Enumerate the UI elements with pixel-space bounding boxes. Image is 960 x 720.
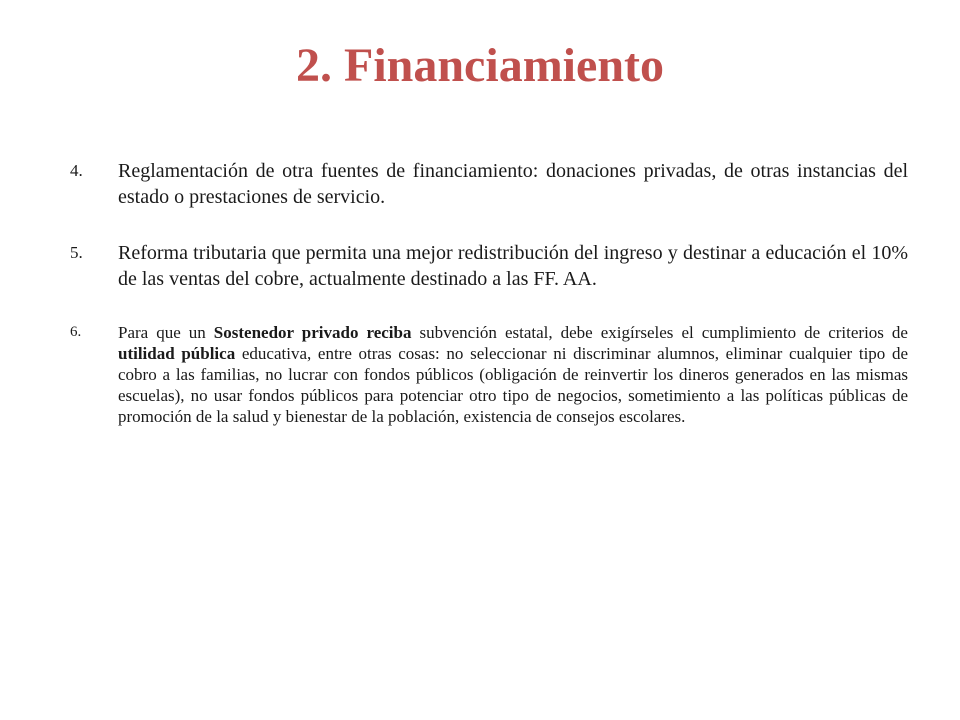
list-item-text-part: subvención estatal, debe exigírseles el cumplimiento de criterios de xyxy=(411,323,908,342)
list-item-4 xyxy=(70,158,908,210)
list-item-text-part: educativa, entre otras cosas: no seleccionar ni discriminar alumnos, eliminar cualquier tipo de cobro a las familias, no lucrar con fondos públicos (obligación de reinvertir los dineros generados en las mismas escuelas), no usar fondos públicos para potenciar otro tipo de negocios, sometimiento a las políticas públicas de promoción de la salud y bienestar de la población, existencia de consejos escolares. xyxy=(118,344,908,426)
numbered-list xyxy=(70,158,908,427)
list-number: 4. xyxy=(70,161,83,180)
list-item-6 xyxy=(70,322,908,427)
bold-phrase: utilidad pública xyxy=(118,344,236,363)
list-item-text-part: Para que un xyxy=(118,323,214,342)
slide-title: 2. Financiamiento xyxy=(296,39,664,92)
list-item-5 xyxy=(70,240,908,292)
list-number: 6. xyxy=(70,324,82,340)
bold-phrase: Sostenedor privado reciba xyxy=(213,323,412,342)
list-item-text: Reforma tributaria que permita una mejor redistribución del ingreso y destinar a educación el 10% de las ventas del cobre, actualmente destinado a las FF. AA. xyxy=(118,242,908,290)
list-item-text: Reglamentación de otra fuentes de financiamiento: donaciones privadas, de otras instancias del estado o prestaciones de servicio. xyxy=(118,160,908,208)
list-number: 5. xyxy=(70,243,83,262)
